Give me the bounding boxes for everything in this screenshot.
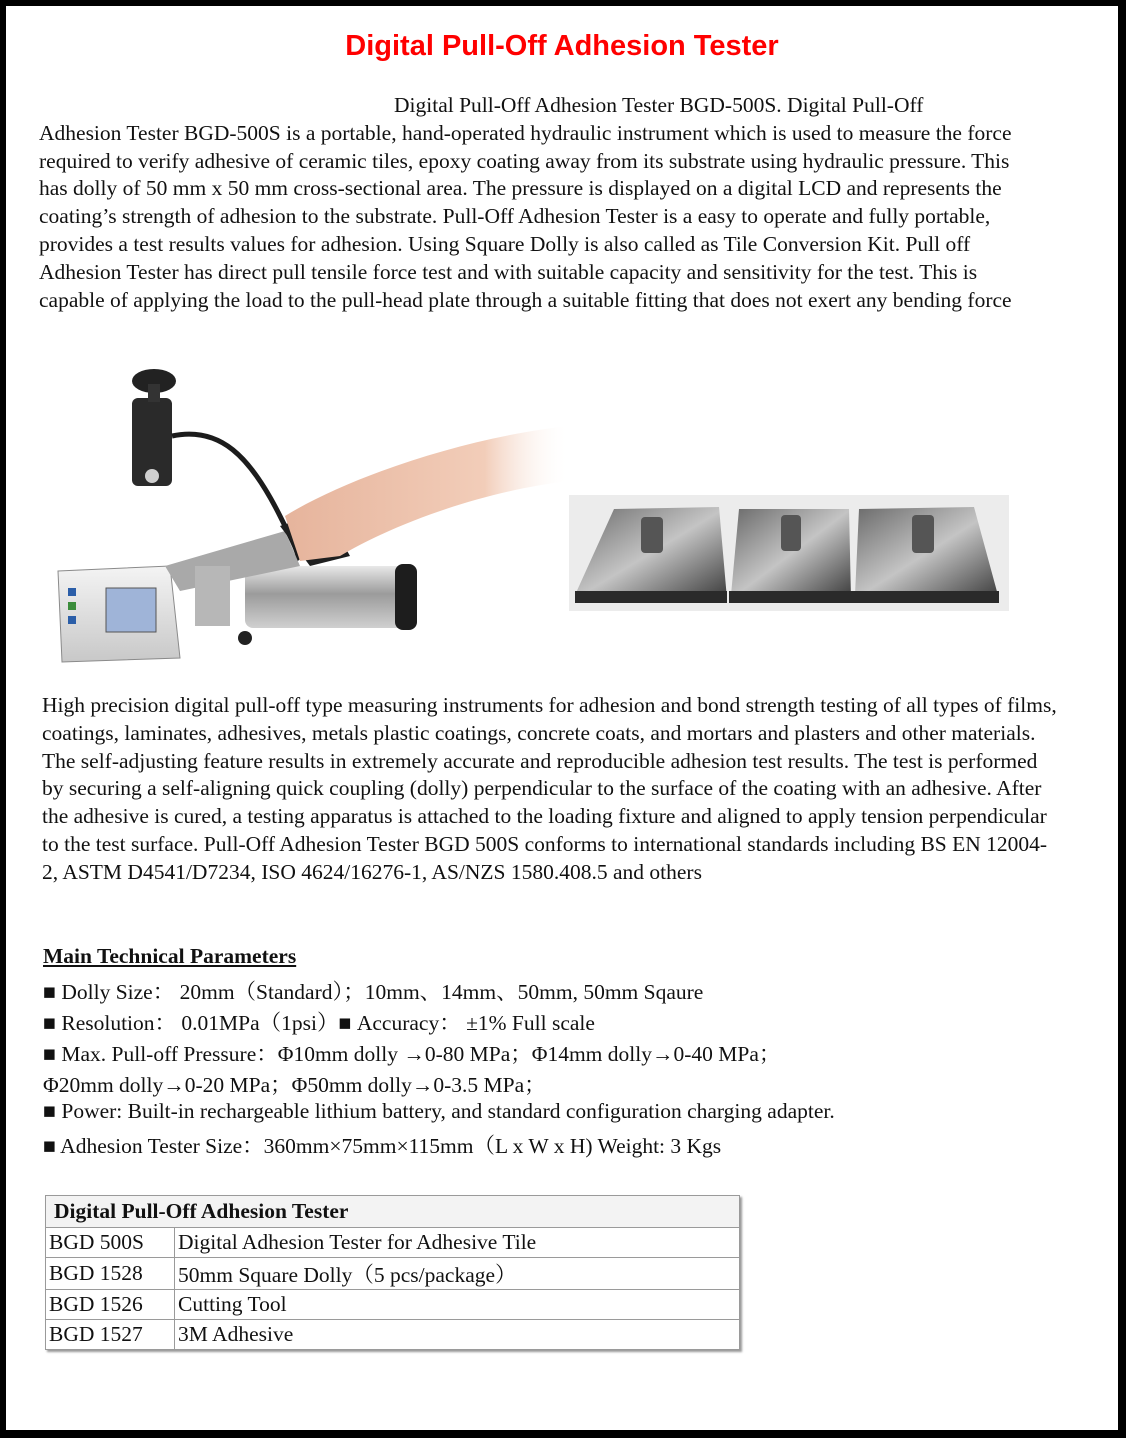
accessories-table (45, 1195, 740, 1350)
table-header: Digital Pull-Off Adhesion Tester (46, 1196, 740, 1228)
param-power: ■ Power: Built-in rechargeable lithium battery, and standard configuration charging adapter. (43, 1099, 835, 1123)
table-row (46, 1320, 740, 1350)
params-heading: Main Technical Parameters (43, 944, 297, 968)
table-header-row (46, 1196, 740, 1228)
description-cell: Digital Adhesion Tester for Adhesive Tile (175, 1228, 740, 1258)
param-max-pressure: ■ Max. Pull-off Pressure：Φ10mm dolly →0-80 MPa；Φ14mm dolly→0-40 MPa； (43, 1042, 781, 1066)
param-resolution: ■ Resolution： 0.01MPa（1psi）■ Accuracy： ±1% Full scale (43, 1011, 595, 1035)
model-cell: BGD 1528 (46, 1258, 175, 1290)
description-cell: 3M Adhesive (175, 1320, 740, 1350)
square-dolly-photo (569, 495, 1009, 611)
table-row (46, 1258, 740, 1290)
page-title: Digital Pull-Off Adhesion Tester (345, 30, 779, 62)
description-cell: 50mm Square Dolly（5 pcs/package） (175, 1258, 740, 1290)
model-cell: BGD 500S (46, 1228, 175, 1258)
table-row (46, 1228, 740, 1258)
param-dolly-size: ■ Dolly Size： 20mm（Standard）；10mm、14mm、50mm, 50mm Sqaure (43, 980, 704, 1004)
model-cell: BGD 1527 (46, 1320, 175, 1350)
description-cell: Cutting Tool (175, 1290, 740, 1320)
intro-text: Adhesion Tester BGD-500S is a portable, hand-operated hydraulic instrument which is used to measure the force required to verify adhesive of ceramic tiles, epoxy coating away from its substrate using hydraulic pressure. This has dolly of 50 mm x 50 mm cross-sectional area. The pressure is displayed on a digital LCD and represents the coating’s strength of adhesion to the substrate. Pull-Off Adhesion Tester is a easy to operate and fully portable, provides a test results values for adhesion. Using Square Dolly is also called as Tile Conversion Kit. Pull off Adhesion Tester has direct pull tensile force test and with suitable capacity and sensitivity for the test. This is capable of applying the load to the pull-head plate through a suitable fitting that does not exert any bending force (39, 120, 1012, 312)
intro-paragraph (39, 92, 1039, 314)
table-row (46, 1290, 740, 1320)
description-paragraph: High precision digital pull-off type measuring instruments for adhesion and bond strength testing of all types of films, coatings, laminates, adhesives, metals plastic coatings, concrete coats, and mortars and plasters and other materials. The self-adjusting feature results in extremely accurate and reproducible adhesion test results. The test is performed by securing a self-aligning quick coupling (dolly) perpendicular to the surface of the coating with an adhesive. After the adhesive is cured, a testing apparatus is attached to the loading fixture and aligned to apply tension perpendicular to the test surface. Pull-Off Adhesion Tester BGD 500S conforms to international standards including BS EN 12004-2, ASTM D4541/D7234, ISO 4624/16276-1, AS/NZS 1580.408.5 and others (42, 693, 1057, 884)
param-max-pressure-cont: Φ20mm dolly→0-20 MPa；Φ50mm dolly→0-3.5 MPa； (43, 1073, 546, 1097)
tester-photo (50, 366, 570, 676)
intro-lead: Digital Pull-Off Adhesion Tester BGD-500S. Digital Pull-Off (394, 93, 924, 117)
param-size-weight: ■ Adhesion Tester Size：360mm×75mm×115mm（L x W x H) Weight: 3 Kgs (43, 1134, 722, 1158)
model-cell: BGD 1526 (46, 1290, 175, 1320)
